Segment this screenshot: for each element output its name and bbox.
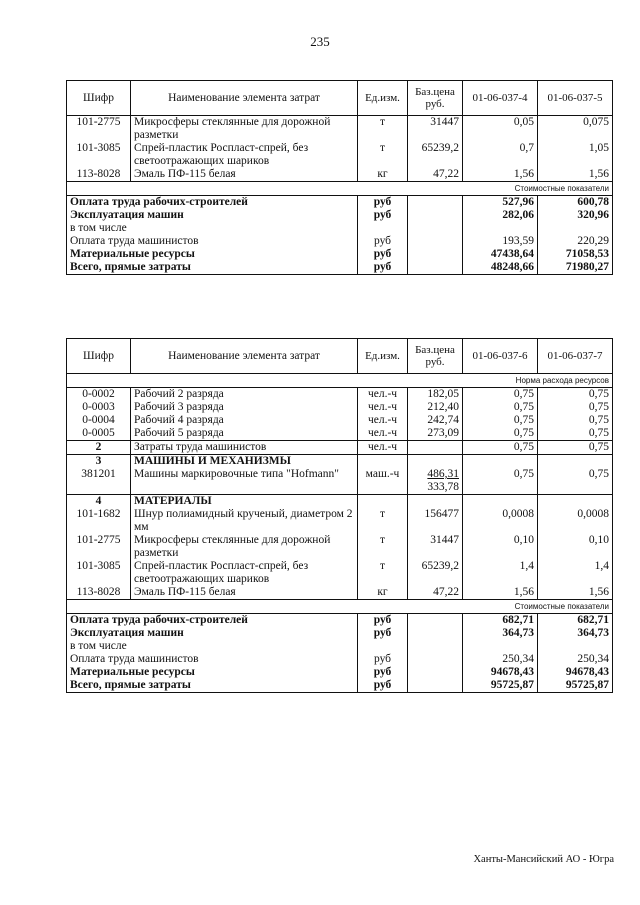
cell-unit: чел.-ч [358,388,408,402]
cost-row [67,261,613,275]
cell-value-1: 1,56 [463,168,538,182]
table-row [67,560,613,586]
cell-code: 113-8028 [67,586,131,600]
cell-value-1: 0,7 [463,142,538,168]
cell-unit: чел.-ч [358,401,408,414]
cell-unit: чел.-ч [358,414,408,427]
cell-value-2: 1,56 [538,168,613,182]
cell-price: 65239,2 [408,560,463,586]
cost-value-2: 94678,43 [538,666,613,679]
table-row [67,427,613,441]
cost-name: Материальные ресурсы [67,248,358,261]
cell-price: 156477 [408,508,463,534]
section-title: МАТЕРИАЛЫ [131,495,358,509]
cell-name: Эмаль ПФ-115 белая [131,168,358,182]
cost-value-1: 527,96 [463,196,538,210]
cell-unit: чел.-ч [358,427,408,441]
empty-cell [408,495,463,509]
cell-value-1: 0,75 [463,441,538,455]
header-norm-2: 01-06-037-5 [538,81,613,116]
cell-price: 273,09 [408,427,463,441]
cost-unit: руб [358,653,408,666]
cost-unit: руб [358,196,408,210]
cost-row [67,653,613,666]
cost-name: Всего, прямые затраты [67,261,358,275]
cell-value-2: 1,4 [538,560,613,586]
cost-value-2: 71058,53 [538,248,613,261]
cell-code: 0-0003 [67,401,131,414]
cost-value-1: 47438,64 [463,248,538,261]
cell-code: 381201 [67,468,131,495]
cost-value-1: 193,59 [463,235,538,248]
section-label-row [67,374,613,388]
cost-unit: руб [358,666,408,679]
header-code: Шифр [67,339,131,374]
cost-unit: руб [358,209,408,222]
cell-value-2: 0,75 [538,468,613,495]
cost-unit: руб [358,261,408,275]
table-row [67,468,613,495]
cost-name: в том числе [67,640,358,653]
section-label-row [67,182,613,196]
table-row [67,414,613,427]
cell-value-2: 0,075 [538,116,613,143]
table-row [67,142,613,168]
table-row [67,116,613,143]
cost-indicators-label: Стоимостные показатели [67,600,613,614]
cost-unit [358,222,408,235]
cost-empty [408,679,463,693]
cost-value-2 [538,222,613,235]
cell-price: 47,22 [408,168,463,182]
header-base-price: Баз.цена руб. [408,81,463,116]
empty-cell [358,495,408,509]
cell-code: 101-3085 [67,142,131,168]
cost-empty [408,261,463,275]
cell-unit: маш.-ч [358,468,408,495]
cost-value-2 [538,640,613,653]
section-code: 4 [67,495,131,509]
cost-empty [408,666,463,679]
table-row [67,388,613,402]
header-code: Шифр [67,81,131,116]
cost-unit: руб [358,235,408,248]
cell-code: 113-8028 [67,168,131,182]
cell-code: 101-3085 [67,560,131,586]
cost-empty [408,222,463,235]
cell-value-2: 0,75 [538,414,613,427]
region-footer: Ханты-Мансийский АО - Югра [473,854,614,865]
cell-name: Микросферы стеклянные для дорожной разметки [131,534,358,560]
cell-unit: чел.-ч [358,441,408,455]
section-heading-row [67,455,613,469]
cost-value-2: 71980,27 [538,261,613,275]
header-unit: Ед.изм. [358,81,408,116]
cost-value-2: 364,73 [538,627,613,640]
table-row [67,586,613,600]
cost-row [67,235,613,248]
empty-cell [538,455,613,469]
cost-row [67,640,613,653]
cost-row [67,248,613,261]
cell-price: 31447 [408,116,463,143]
cost-value-2: 600,78 [538,196,613,210]
cell-code: 101-2775 [67,534,131,560]
price-primary: 486,31 [427,468,459,480]
cost-name: Материальные ресурсы [67,666,358,679]
cost-row [67,196,613,210]
cell-value-2: 0,0008 [538,508,613,534]
estimate-table-1 [66,80,613,275]
table-header-row [67,81,613,116]
cell-value-2: 0,10 [538,534,613,560]
cell-code: 0-0002 [67,388,131,402]
cell-value-2: 1,05 [538,142,613,168]
cost-name: Эксплуатация машин [67,209,358,222]
cell-code: 101-2775 [67,116,131,143]
empty-cell [358,455,408,469]
cost-value-1: 250,34 [463,653,538,666]
cost-unit [358,640,408,653]
cost-empty [408,248,463,261]
table-row [67,508,613,534]
header-norm-1: 01-06-037-4 [463,81,538,116]
cost-name: Всего, прямые затраты [67,679,358,693]
cell-name: Спрей-пластик Роспласт-спрей, без светоотражающих шариков [131,142,358,168]
cost-empty [408,653,463,666]
empty-cell [538,495,613,509]
cell-name: Затраты труда машинистов [131,441,358,455]
cost-row [67,627,613,640]
section-label-row [67,600,613,614]
cost-name: Оплата труда машинистов [67,653,358,666]
cost-empty [408,627,463,640]
table-row [67,534,613,560]
cost-unit: руб [358,248,408,261]
cost-name: Эксплуатация машин [67,627,358,640]
cost-indicators-label: Стоимостные показатели [67,182,613,196]
cell-name: Эмаль ПФ-115 белая [131,586,358,600]
cost-value-1 [463,640,538,653]
cell-price: 182,05 [408,388,463,402]
cell-code: 0-0004 [67,414,131,427]
cell-price: 65239,2 [408,142,463,168]
cell-name: Рабочий 3 разряда [131,401,358,414]
cell-code: 0-0005 [67,427,131,441]
cell-name: Спрей-пластик Роспласт-спрей, без светоотражающих шариков [131,560,358,586]
cell-name: Рабочий 5 разряда [131,427,358,441]
cell-price [408,468,463,495]
cell-value-1: 1,4 [463,560,538,586]
table-row [67,441,613,455]
header-name: Наименование элемента затрат [131,81,358,116]
cost-empty [408,640,463,653]
cell-value-2: 0,75 [538,388,613,402]
cell-unit: т [358,508,408,534]
cell-code: 2 [67,441,131,455]
header-base-price: Баз.цена руб. [408,339,463,374]
cell-name: Шнур полиамидный крученый, диаметром 2 мм [131,508,358,534]
header-norm-1: 01-06-037-6 [463,339,538,374]
cell-name: Рабочий 4 разряда [131,414,358,427]
cell-value-1: 1,56 [463,586,538,600]
estimate-table-2 [66,338,613,693]
header-unit: Ед.изм. [358,339,408,374]
cell-name: Рабочий 2 разряда [131,388,358,402]
header-name: Наименование элемента затрат [131,339,358,374]
section-heading-row [67,495,613,509]
cell-name: Микросферы стеклянные для дорожной разметки [131,116,358,143]
resource-norm-label: Норма расхода ресурсов [67,374,613,388]
cost-row [67,666,613,679]
cell-price: 47,22 [408,586,463,600]
table-row [67,401,613,414]
cost-value-1: 364,73 [463,627,538,640]
cell-value-1: 0,0008 [463,508,538,534]
cell-unit: т [358,560,408,586]
cell-value-2: 0,75 [538,401,613,414]
cell-price [408,441,463,455]
cost-name: в том числе [67,222,358,235]
empty-cell [408,455,463,469]
table-header-row [67,339,613,374]
cost-empty [408,235,463,248]
cost-value-2: 320,96 [538,209,613,222]
cost-value-2: 682,71 [538,614,613,628]
section-code: 3 [67,455,131,469]
cell-price: 242,74 [408,414,463,427]
cost-name: Оплата труда машинистов [67,235,358,248]
cell-value-1: 0,75 [463,388,538,402]
cell-value-2: 0,75 [538,441,613,455]
empty-cell [463,495,538,509]
cost-value-1: 48248,66 [463,261,538,275]
price-secondary: 333,78 [427,481,459,493]
cost-empty [408,614,463,628]
cell-price: 31447 [408,534,463,560]
cost-unit: руб [358,614,408,628]
cell-unit: т [358,116,408,143]
cost-name: Оплата труда рабочих-строителей [67,614,358,628]
empty-cell [463,455,538,469]
cost-value-1: 282,06 [463,209,538,222]
cost-name: Оплата труда рабочих-строителей [67,196,358,210]
header-norm-2: 01-06-037-7 [538,339,613,374]
cost-row [67,222,613,235]
cell-value-2: 0,75 [538,427,613,441]
cell-unit: т [358,534,408,560]
cost-unit: руб [358,627,408,640]
cell-value-1: 0,75 [463,401,538,414]
cost-value-1: 94678,43 [463,666,538,679]
section-title: МАШИНЫ И МЕХАНИЗМЫ [131,455,358,469]
cost-value-2: 220,29 [538,235,613,248]
cell-value-2: 1,56 [538,586,613,600]
cell-unit: кг [358,586,408,600]
table-row [67,168,613,182]
page-number: 235 [310,34,330,49]
cell-value-1: 0,05 [463,116,538,143]
cost-value-2: 250,34 [538,653,613,666]
cost-row [67,614,613,628]
cell-value-1: 0,75 [463,468,538,495]
cost-empty [408,196,463,210]
cost-value-1: 682,71 [463,614,538,628]
cost-empty [408,209,463,222]
cost-value-1: 95725,87 [463,679,538,693]
cost-unit: руб [358,679,408,693]
cost-row [67,209,613,222]
cost-value-1 [463,222,538,235]
cell-unit: т [358,142,408,168]
cell-name: Машины маркировочные типа "Hofmann" [131,468,358,495]
cell-value-1: 0,75 [463,414,538,427]
cell-code: 101-1682 [67,508,131,534]
cell-unit: кг [358,168,408,182]
cell-price: 212,40 [408,401,463,414]
cell-value-1: 0,10 [463,534,538,560]
cost-row [67,679,613,693]
cost-value-2: 95725,87 [538,679,613,693]
cell-value-1: 0,75 [463,427,538,441]
